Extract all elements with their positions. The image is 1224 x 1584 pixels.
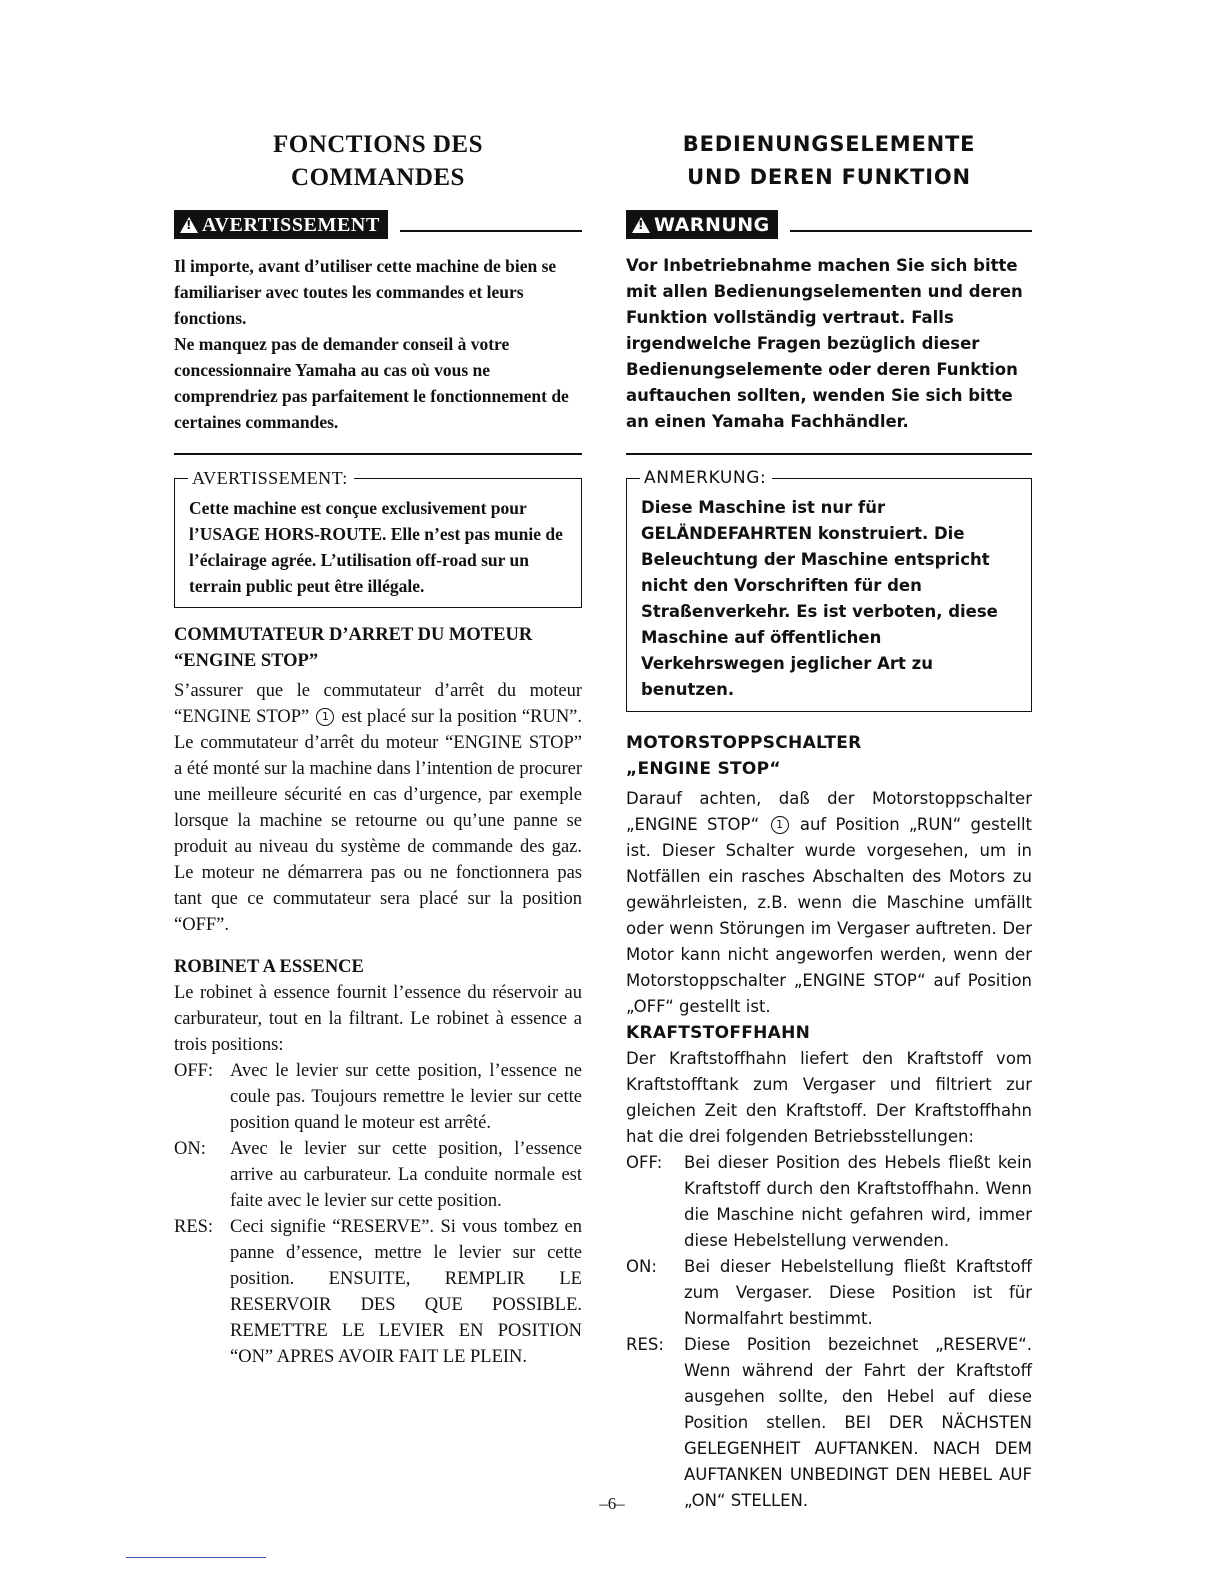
fr-warning-rule	[400, 218, 582, 232]
de-note-rule-left	[626, 478, 640, 479]
de-warning-header	[626, 210, 1032, 239]
de-note-box	[626, 468, 1032, 712]
footer-rule	[126, 1557, 266, 1558]
de-item-on	[626, 1254, 1032, 1332]
de-sec1-heading-line2: „ENGINE STOP“	[626, 759, 781, 779]
fr-item-res	[174, 1214, 582, 1370]
de-sec1-heading	[626, 730, 1032, 782]
fr-warning-text-2: Ne manquez pas de demander conseil à votre concessionnaire Yamaha au cas où vous ne comprendriez pas parfaitement le fonctionnement de certaines commandes.	[174, 334, 569, 432]
de-title-line2: UND DEREN FUNKTION	[687, 165, 971, 189]
de-warning-rule	[790, 218, 1032, 232]
fr-note-label: AVERTISSEMENT:	[188, 467, 354, 489]
de-item-off-desc: Bei dieser Position des Hebels fließt kein Kraftstoff durch den Kraftstoffhahn. Wenn die Maschine nicht gefahren wird, immer diese Hebelstellung verwenden.	[684, 1153, 1032, 1250]
de-warning-text: Vor Inbetriebnahme machen Sie sich bitte mit allen Bedienungselementen und deren Funktion vollständig vertraut. Falls irgendwelche Fragen bezüglich dieser Bedienungselemente oder deren Funktion auftauchen sollten, wenden Sie sich bitte an einen Yamaha Fachhändler.	[626, 256, 1023, 431]
de-warning-badge	[626, 210, 778, 239]
fr-warning-end-rule	[174, 453, 582, 455]
fr-warning-header	[174, 210, 582, 239]
fr-note-rule-right	[354, 478, 582, 479]
de-title-line1: BEDIENUNGSELEMENTE	[682, 132, 976, 156]
fr-note-header	[174, 467, 582, 489]
de-item-off	[626, 1150, 1032, 1254]
de-item-res-desc: Diese Position bezeichnet „RESERVE“. Wenn während der Fahrt der Kraftstoff ausgehen sollte, den Hebel auf diese Position stellen. BEI DER NÄCHSTEN GELEGENHEIT AUFTANKEN. NACH DEM AUFTANKEN UNBEDINGT DEN HEBEL AUF „ON“ STELLEN.	[684, 1335, 1032, 1510]
callout-1-icon: 1	[316, 708, 334, 726]
de-warning-label: WARNUNG	[654, 214, 770, 236]
fr-sec1-text	[174, 678, 582, 938]
de-item-res-term: RES:	[626, 1335, 664, 1354]
fr-item-on-desc: Avec le levier sur cette position, l’essence arrive au carburateur. La conduite normale est faite avec le levier sur cette position.	[230, 1139, 582, 1211]
warning-triangle-icon	[180, 217, 198, 233]
de-sec2-heading: KRAFTSTOFFHAHN	[626, 1023, 811, 1043]
fr-sec2-heading: ROBINET A ESSENCE	[174, 957, 364, 977]
de-item-on-desc: Bei dieser Hebelstellung fließt Kraftstoff zum Vergaser. Diese Position ist für Normalfahrt bestimmt.	[684, 1257, 1032, 1328]
de-sec1-heading-line1: MOTORSTOPPSCHALTER	[626, 733, 862, 753]
de-note-text: Diese Maschine ist nur für GELÄNDEFAHRTEN konstruiert. Die Beleuchtung der Maschine entspricht nicht den Vorschriften für den Straßenverkehr. Es ist verboten, diese Maschine auf öffentlichen Verkehrswegen jeglicher Art zu benutzen.	[641, 498, 998, 699]
de-note-header	[626, 467, 1032, 489]
fr-item-off-term: OFF:	[174, 1061, 214, 1081]
de-sec1-text-b: auf Position „RUN“ gestellt ist. Dieser Schalter wurde vorgesehen, um in Notfällen ein rasches Abschalten des Motors zu gewährleisten, z.B. wenn die Maschine umfällt oder wenn Störungen im Vergaser auftreten. Der Motor kann nicht angeworfen werden, wenn der Motorstoppschalter „ENGINE STOP“ auf Position „OFF“ gestellt ist.	[626, 815, 1033, 1016]
de-item-res	[626, 1332, 1032, 1514]
fr-sec1-text-a: S’assurer que le commutateur d’arrêt du moteur “ENGINE STOP”	[174, 681, 582, 727]
fr-item-res-desc: Ceci signifie “RESERVE”. Si vous tombez en panne d’essence, mettre le levier sur cette position. ENSUITE, REMPLIR LE RESERVOIR DES QUE POSSIBLE. REMETTRE LE LEVIER EN POSITION “ON” APRES AVOIR FAIT LE PLEIN.	[230, 1217, 582, 1367]
de-title	[626, 128, 1032, 194]
page-number: –6–	[599, 1494, 625, 1513]
callout-1-icon: 1	[771, 816, 789, 834]
fr-sec2-text: Le robinet à essence fournit l’essence du réservoir au carburateur, tout en la filtrant. Le robinet à essence a trois positions:	[174, 983, 582, 1055]
fr-note-text: Cette machine est conçue exclusivement pour l’USAGE HORS-ROUTE. Elle n’est pas munie de l’éclairage agrée. L’utilisation off-road sur un terrain public peut être illégale.	[189, 498, 563, 596]
fr-warning-label: AVERTISSEMENT	[202, 214, 380, 236]
german-column	[626, 128, 1032, 1514]
fr-item-off-desc: Avec le levier sur cette position, l’essence ne coule pas. Toujours remettre le levier sur cette position quand le moteur est arrêté.	[230, 1061, 582, 1133]
de-item-on-term: ON:	[626, 1257, 657, 1276]
fr-sec1-heading-line1: COMMUTATEUR D’ARRET DU MOTEUR	[174, 625, 533, 645]
fr-sec1-heading	[174, 622, 582, 674]
de-item-off-term: OFF:	[626, 1153, 663, 1172]
fr-item-off	[174, 1058, 582, 1136]
fr-title-line2: COMMANDES	[291, 164, 465, 191]
fr-title	[174, 128, 582, 194]
warning-triangle-icon	[632, 217, 650, 233]
french-column	[174, 128, 582, 1370]
fr-note-rule-left	[174, 478, 188, 479]
de-sec1-text	[626, 786, 1032, 1020]
fr-item-on	[174, 1136, 582, 1214]
fr-item-on-term: ON:	[174, 1139, 206, 1159]
de-note-label: ANMERKUNG:	[640, 467, 772, 489]
fr-sec1-heading-line2: “ENGINE STOP”	[174, 651, 319, 671]
de-warning-end-rule	[626, 453, 1032, 455]
fr-sec1-text-b: est placé sur la position “RUN”. Le commutateur d’arrêt du moteur “ENGINE STOP” a été monté sur la machine dans l’intention de procurer une meilleure sécurité en cas d’urgence, par exemple lorsque la machine se retourne ou qu’une panne se produit au niveau du système de commande des gaz. Le moteur ne démarrera pas ou ne fonctionnera pas tant que ce commutateur sera placé sur la position “OFF”.	[174, 707, 583, 935]
de-note-rule-right	[772, 478, 1032, 479]
fr-title-line1: FONCTIONS DES	[272, 131, 483, 158]
fr-note-box	[174, 468, 582, 608]
fr-warning-text: Il importe, avant d’utiliser cette machine de bien se familiariser avec toutes les commandes et leurs fonctions.	[174, 256, 557, 328]
fr-item-res-term: RES:	[174, 1217, 214, 1237]
de-sec1-text-a: Darauf achten, daß der Motorstoppschalter „ENGINE STOP“	[626, 789, 1032, 834]
fr-warning-badge	[174, 210, 388, 239]
de-sec2-text: Der Kraftstoffhahn liefert den Kraftstoff vom Kraftstofftank zum Vergaser und filtriert zur gleichen Zeit den Kraftstoff. Der Kraftstoffhahn hat die drei folgenden Betriebsstellungen:	[626, 1049, 1032, 1146]
